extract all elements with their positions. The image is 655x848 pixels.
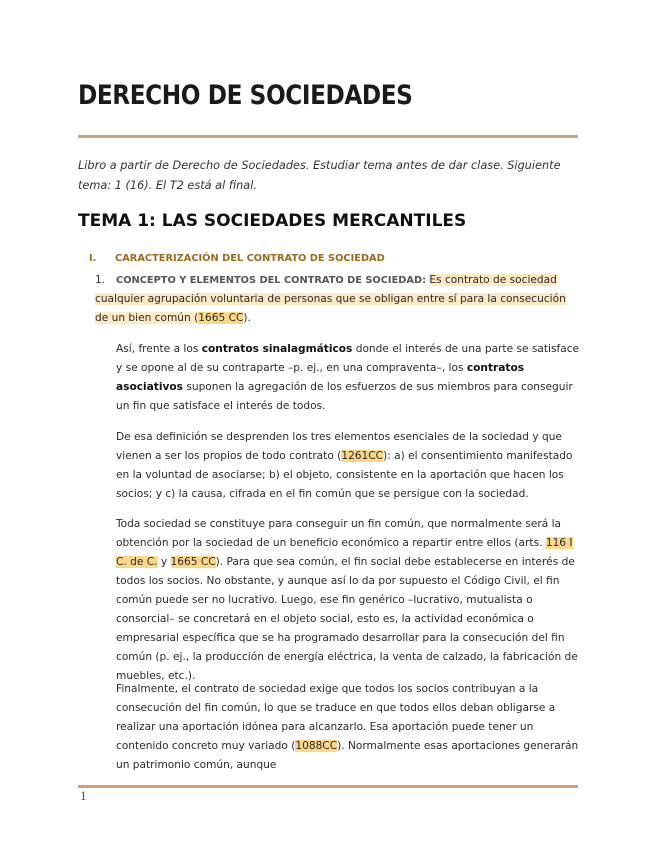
section-heading: [89, 253, 385, 264]
text-run: ): a) el consentimiento manifestado en la voluntad de asociarse; b) el objeto, consistente en la aportación que hacen los socios; y c) la causa, cifrada en el fin común que se persigue con la sociedad.: [116, 450, 573, 500]
subsection-number: 1.: [95, 274, 106, 286]
legal-reference: 1088CC: [295, 740, 338, 752]
paragraph: [116, 428, 581, 504]
legal-reference: 1261CC: [341, 450, 384, 462]
title-divider: [78, 135, 578, 138]
section-number: I.: [89, 253, 97, 264]
tema-heading: TEMA 1: LAS SOCIEDADES MERCANTILES: [78, 211, 467, 231]
text-run: ). Para que sea común, el fin social debe establecerse en interés de todos los socios. No obstante, y aunque así lo da por supuesto el Código Civil, el fin común puede ser no lucrativo. Luego, ese fin genérico –lucrativo, mutualista o consorcial– se concretará en el objeto social, esto es, la actividad económica o empresarial específica que se ha programado desarrollar para la consecución del fin común (p. ej., la producción de energía eléctrica, la venta de calzado, la fabricación de muebles, etc.).: [116, 556, 578, 682]
section-label: CARACTERIZACIÓN DEL CONTRATO DE SOCIEDAD: [115, 253, 385, 264]
intro-note: Libro a partir de Derecho de Sociedades. Estudiar tema antes de dar clase. Siguiente tema: 1 (16). El T2 está al final.: [78, 159, 561, 192]
legal-reference: 1665 CC: [198, 312, 244, 324]
text-run: Finalmente, el contrato de sociedad exige que todos los socios contribuyan a la consecución del fin común, lo que se traduce en que todos ellos deban obligarse a realizar una aportación idónea para alcanzarlo. Esa aportación puede tener un contenido concreto muy variado (: [116, 683, 556, 752]
footer-divider: [78, 785, 578, 788]
text-run: donde el interés de una parte se satisface y se opone al de su contraparte –p. ej., en una compraventa–, los: [116, 343, 580, 374]
paragraph: [116, 340, 581, 416]
paragraph: [116, 515, 581, 686]
text-run: Así, frente a los: [116, 343, 202, 355]
legal-reference: 116 I C. de C.: [116, 537, 573, 568]
legal-reference: 1665 CC: [170, 556, 216, 568]
paragraph: [116, 680, 581, 775]
subsection-label: CONCEPTO Y ELEMENTOS DEL CONTRATO DE SOCIEDAD:: [116, 275, 427, 286]
page-number: 1: [80, 790, 87, 803]
bold-term: contratos sinalagmáticos: [201, 343, 353, 355]
document-title: DERECHO DE SOCIEDADES: [78, 80, 413, 111]
text-run: ). Normalmente esas aportaciones generarán un patrimonio común, aunque: [116, 740, 579, 771]
subsection-item: [95, 271, 581, 328]
bold-term: contratos asociativos: [116, 362, 525, 393]
definition-end: ).: [243, 312, 251, 324]
text-run: suponen la agregación de los esfuerzos de sus miembros para conseguir un fin que satisface el interés de todos.: [116, 381, 573, 412]
text-run: Toda sociedad se constituye para conseguir un fin común, que normalmente será la obtención por la sociedad de un beneficio económico a repartir entre ellos (arts.: [116, 518, 562, 549]
definition-text: Es contrato de sociedad cualquier agrupación voluntaria de personas que se obligan entre sí para la consecución de un bien común (: [95, 274, 566, 324]
text-run: y: [157, 556, 171, 568]
text-run: De esa definición se desprenden los tres elementos esenciales de la sociedad y que vienen a ser los propios de todo contrato (: [116, 431, 562, 462]
